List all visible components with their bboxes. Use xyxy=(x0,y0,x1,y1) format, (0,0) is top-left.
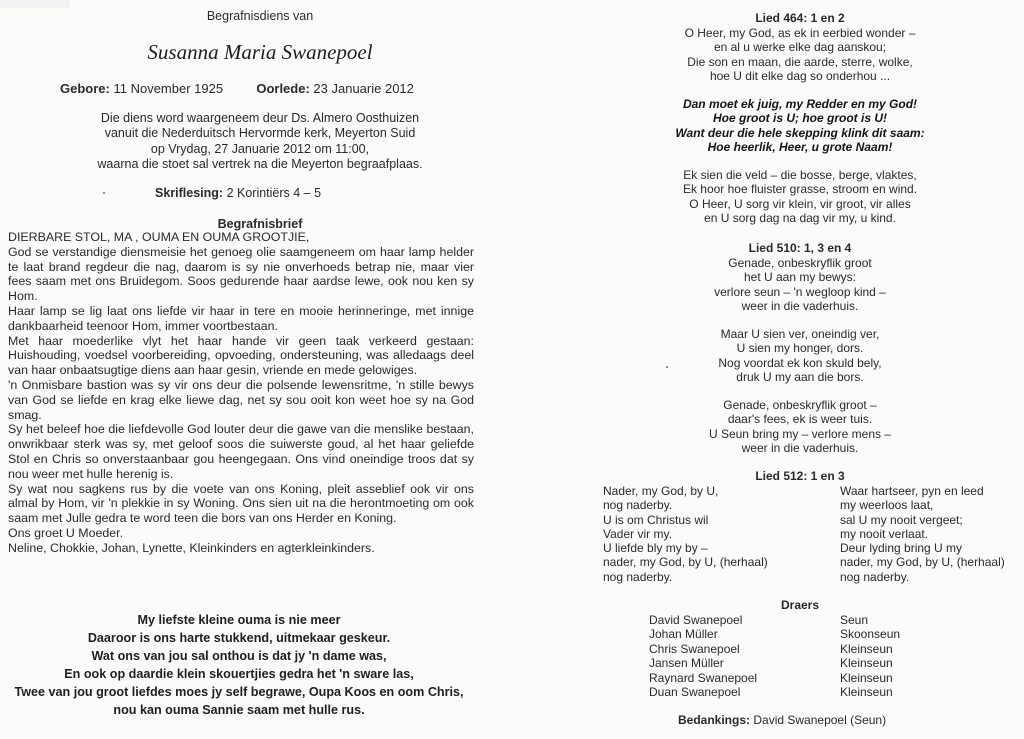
service-info xyxy=(40,111,480,172)
hymn-510-title: Lied 510: 1, 3 en 4 xyxy=(748,241,852,255)
letter-title: Begrafnisbrief xyxy=(217,217,303,231)
died-label: Oorlede: xyxy=(256,81,310,96)
hymn-chorus-line: Hoe heerlik, Heer, u grote Naam! xyxy=(707,140,893,154)
bearer-name: Raynard Swanepoel xyxy=(649,670,758,685)
hymn-line: nog naderby. xyxy=(603,498,673,513)
letter-paragraph: Sy wat nou sagkens rus by die voete van ons Koning, pleit asseblief ook vir ons almal by Hom, vir 'n plekkie in sy Woning. Ons sien uit na die herontmoeting om ook saam met Julle gedra te word teen die bors van ons Herder en Koning. xyxy=(8,481,474,526)
hymn-line: Vader vir my. xyxy=(603,526,672,541)
bearer-relation: Kleinseun xyxy=(840,670,893,685)
hymn-chorus-line: Want deur die hele skepping klink dit saam: xyxy=(675,125,925,140)
letter-signatures: Neline, Chokkie, Johan, Lynette, Kleinkinders en agterkleinkinders. xyxy=(8,540,375,555)
hymn-line: Genade, onbeskryflik groot xyxy=(728,255,872,270)
service-info-line: op Vrydag, 27 Januarie 2012 om 11:00, xyxy=(150,141,370,156)
service-info-line: waarna die stoet sal vertrek na die Meyerton begraafplaas. xyxy=(97,156,423,171)
hymn-line: nader, my God, by U, (herhaal) xyxy=(603,555,768,570)
bearer-name: Johan Müller xyxy=(649,627,718,642)
died-value: 23 Januarie 2012 xyxy=(313,81,414,96)
hymn-line: U Seun bring my – verlore mens – xyxy=(708,426,892,441)
table-row xyxy=(649,627,1009,641)
hymn-line: O Heer, my God, as ek in eerbied wonder – xyxy=(684,25,916,40)
funeral-letter xyxy=(8,230,474,556)
service-info-line: vanuit die Nederduitsch Hervormde kerk, Meyerton Suid xyxy=(104,126,416,141)
poem-line: Wat ons van jou sal onthou is dat jy 'n dame was, xyxy=(91,649,387,663)
hymn-line: O Heer, U sorg vir klein, vir groot, vir alles xyxy=(689,196,911,211)
deceased-name: Susanna Maria Swanepoel xyxy=(147,40,373,64)
scripture-label: Skriflesing: xyxy=(155,186,224,200)
hymn-line: my weerloos laat, xyxy=(840,498,934,513)
poem-line: En ook op daardie klein skouertjies gedra het 'n sware las, xyxy=(64,667,414,681)
bearer-name: Duan Swanepoel xyxy=(649,685,741,700)
letter-paragraph: Sy het beleef hoe die liefdevolle God louter deur die gawe van die menslike bestaan, onwrikbaar sterk was sy, met geloof soos die suiwerste goud, al het haar geliefde Stol en Chris so onverstaanbaar gou heengegaan. Ons vind oneindige troos dat sy nou weer met hulle herenig is. xyxy=(8,422,474,481)
letter-paragraph: Haar lamp se lig laat ons liefde vir haar in tere en mooie herinneringe, met innige dankbaarheid teenoor Hom, immer voortbestaan. xyxy=(8,303,474,333)
hymn-line: nog naderby. xyxy=(603,569,673,584)
scan-smudge xyxy=(0,0,70,8)
bearers-table xyxy=(649,613,1009,699)
scripture-line xyxy=(155,186,415,200)
table-row xyxy=(649,613,1009,627)
hymn-line: U sien my honger, dors. xyxy=(736,341,864,355)
hymn-line: weer in die vaderhuis. xyxy=(741,441,859,455)
hymn-chorus-line: Hoe groot is U; hoe groot is U! xyxy=(713,111,887,125)
poem-line: Daaroor is ons harte stukkend, uitmekaar geskeur. xyxy=(87,631,391,645)
poem-line: Twee van jou groot liefdes moes jy self begrawe, Oupa Koos en oom Chris, xyxy=(14,685,464,699)
poem-line: My liefste kleine ouma is nie meer xyxy=(137,613,341,627)
thanks-line xyxy=(678,713,1008,727)
bearers-title: Draers xyxy=(780,598,820,612)
dates-line xyxy=(60,81,480,96)
hymn-line: Nog voordat ek kon skuld bely, xyxy=(718,355,882,370)
bearer-name: David Swanepoel xyxy=(649,613,743,627)
poem xyxy=(6,611,472,719)
hymn-512-title: Lied 512: 1 en 3 xyxy=(755,469,845,483)
hymn-510 xyxy=(590,241,1010,456)
table-row xyxy=(649,685,1009,699)
bearer-relation: Seun xyxy=(840,613,869,627)
letter-closing: Ons groet U Moeder. xyxy=(8,525,124,540)
hymn-line: Nader, my God, by U, xyxy=(603,484,719,498)
letter-salutation: DIERBARE STOL, MA , OUMA EN OUMA GROOTJIE, xyxy=(8,230,310,244)
table-row xyxy=(649,642,1009,656)
born-label: Gebore: xyxy=(60,81,110,96)
hymn-line: Ek sien die veld – die bosse, berge, vlaktes, xyxy=(683,167,917,182)
thanks-label: Bedankings: xyxy=(678,713,751,727)
hymn-line: Maar U sien ver, oneindig ver, xyxy=(720,326,880,341)
hymn-line: Deur lyding bring U my xyxy=(840,541,963,556)
hymn-line: nog naderby. xyxy=(840,569,910,584)
scripture-value: 2 Korintiërs 4 – 5 xyxy=(226,186,322,200)
hymn-464 xyxy=(590,11,1010,226)
born-value: 11 November 1925 xyxy=(113,81,224,96)
hymn-line: verlore seun – 'n wegloop kind – xyxy=(714,284,886,299)
hymn-512-left xyxy=(603,484,833,584)
hymn-line: my nooit verlaat. xyxy=(840,526,929,541)
bearer-relation: Kleinseun xyxy=(840,685,893,700)
letter-paragraph: 'n Onmisbare bastion was sy vir ons deur die polsende lewensritme, 'n stille bewys van God se liefde en krag elke liewe dag, net sy sou ooit kon weet hoe sy na God smag. xyxy=(8,377,474,422)
table-row xyxy=(649,656,1009,670)
hymn-line: U liefde bly my by – xyxy=(603,541,708,556)
hymn-line: het U aan my bewys: xyxy=(743,270,857,284)
table-row xyxy=(649,671,1009,685)
hymn-line: sal U my nooit vergeet; xyxy=(840,512,963,527)
hymn-line: weer in die vaderhuis. xyxy=(741,299,859,313)
hymn-line: hoe U dit elke dag so onderhou ... xyxy=(709,69,891,83)
dot-mark xyxy=(103,192,105,194)
poem-line: nou kan ouma Sannie saam met hulle rus. xyxy=(113,703,365,717)
hymn-line: en U sorg dag na dag vir my, u kind. xyxy=(704,211,896,225)
hymn-line: druk U my aan die bors. xyxy=(736,370,864,384)
hymn-line: en al u werke elke dag aanskou; xyxy=(713,40,887,54)
hymn-line: Ek hoor hoe fluister grasse, stroom en wind. xyxy=(682,182,918,196)
service-info-line: Die diens word waargeneem deur Ds. Almero Oosthuizen xyxy=(100,111,420,125)
hymn-line: Waar hartseer, pyn en leed xyxy=(840,484,984,498)
hymn-line: U is om Christus wil xyxy=(603,512,709,527)
hymn-line: nader, my God, by U, (herhaal) xyxy=(840,555,1005,570)
service-title: Begrafnisdiens van xyxy=(206,9,314,23)
hymn-line: Die son en maan, die aarde, sterre, wolke, xyxy=(687,54,913,69)
hymn-464-title: Lied 464: 1 en 2 xyxy=(755,11,845,25)
dot-mark xyxy=(666,366,668,368)
bearer-name: Chris Swanepoel xyxy=(649,641,740,656)
thanks-value: David Swanepoel (Seun) xyxy=(753,713,887,727)
bearer-name: Jansen Müller xyxy=(649,656,724,671)
bearer-relation: Kleinseun xyxy=(840,656,893,671)
hymn-512-right xyxy=(840,484,1020,584)
bearer-relation: Kleinseun xyxy=(840,641,893,656)
hymn-chorus-line: Dan moet ek juig, my Redder en my God! xyxy=(682,96,918,111)
letter-paragraph: Met haar moederlike vlyt het haar hande vir geen taak verkeerd gestaan: Huishouding, voedsel voorbereiding, opvoeding, ondersteuning, was alledaags deel van haar onbaatsugtige diens aan haar gesin, vriende en mede gelowiges. xyxy=(8,333,474,378)
bearer-relation: Skoonseun xyxy=(840,627,901,642)
hymn-line: Genade, onbeskryflik groot – xyxy=(723,397,877,412)
letter-paragraph: God se verstandige diensmeisie het genoeg olie saamgeneem om haar lamp helder te laat brand regdeur die nag, daarom is sy nie onverhoeds betrap nie, maar vier fees saam met ons Bruidegom. Soos gedurende haar aardse lewe, ook nou ken sy Hom. xyxy=(8,244,474,304)
hymn-line: daar's fees, ek is weer tuis. xyxy=(727,412,873,426)
